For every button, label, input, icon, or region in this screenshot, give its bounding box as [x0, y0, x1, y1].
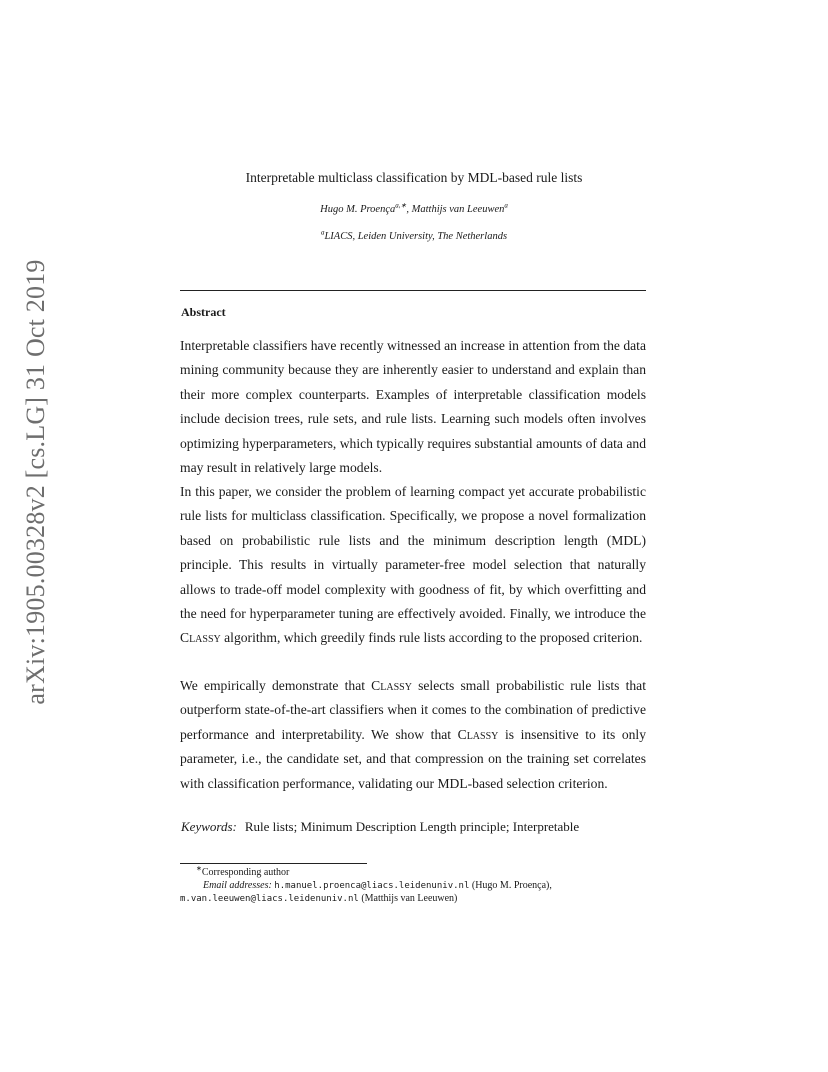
email-1-owner: (Hugo M. Proença),	[471, 880, 552, 891]
arxiv-identifier: arXiv:1905.00328v2 [cs.LG] 31 Oct 2019	[21, 259, 50, 705]
algorithm-name: Classy	[457, 726, 499, 742]
abstract-heading: Abstract	[181, 305, 226, 319]
keywords-text: Rule lists; Minimum Description Length principle; Interpretable	[244, 819, 580, 834]
author-name-1: Hugo M. Proença	[320, 204, 396, 215]
footnote-emails-line-1	[203, 880, 552, 891]
affiliation	[0, 228, 828, 242]
author-2-superscript: a	[504, 201, 508, 210]
author-1-superscript: a,∗	[395, 201, 407, 210]
email-link-2[interactable]: m.van.leeuwen@liacs.leidenuniv.nl	[180, 894, 359, 904]
p3-text-a: We empirically demonstrate that	[180, 678, 372, 693]
affiliation-text: LIACS, Leiden University, The Netherlands	[324, 231, 508, 242]
affiliation-superscript: a	[320, 228, 325, 237]
p2-text-b: algorithm, which greedily finds rule lists according to the proposed criterion.	[220, 630, 643, 646]
abstract-paragraph-1: Interpretable classifiers have recently witnessed an increase in attention from the data mining community because they are inherently easier to understand and explain than their more complex counterparts. Examples of interpretable classification models include decision trees, rule sets, and rule lists. Learning such models often involves optimizing hyperparameters, which typically requires substantial amounts of data and may result in relatively large models.	[180, 338, 646, 476]
footnote-mark: ∗	[196, 864, 202, 873]
p3-text-c: is insensitive to its only parameter, i.e., the candidate set, and that compression on the training set correlates with classification performance, validating our MDL-based selection criterion.	[180, 726, 647, 791]
footnote-emails-line-2	[180, 893, 457, 904]
keywords-label: Keywords:	[181, 819, 237, 834]
footnote-corresponding-text: Corresponding author	[201, 867, 290, 878]
author-name-2: , Matthijs van Leeuwen	[406, 204, 505, 215]
abstract-paragraph-2	[180, 480, 646, 651]
email-label: Email addresses:	[203, 880, 272, 891]
email-link-1[interactable]: h.manuel.proenca@liacs.leidenuniv.nl	[274, 881, 470, 891]
paper-title: Interpretable multiclass classification by MDL-based rule lists	[245, 170, 583, 185]
algorithm-name: Classy	[180, 630, 221, 646]
keywords-line	[181, 819, 579, 835]
algorithm-name: Classy	[371, 678, 412, 693]
footnote-corresponding	[196, 864, 290, 878]
author-line	[0, 201, 828, 215]
abstract-top-rule	[180, 290, 646, 291]
p2-text-a: In this paper, we consider the problem of learning compact yet accurate probabilistic rule lists for multiclass classification. Specifically, we propose a novel formalization based on probabilistic rule lists and the minimum description length (MDL) principle. This results in virtually parameter-free model selection that naturally allows to trade-off model complexity with goodness of fit, by which overfitting and the need for hyperparameter tuning are effectively avoided. Finally, we introduce the	[180, 484, 646, 622]
footnote-rule	[180, 863, 367, 864]
p3-text-b: selects small probabilistic rule lists that outperform state-of-the-art classifiers when it comes to the combination of predictive performance and interpretability. We show that	[180, 678, 646, 742]
email-2-owner: (Matthijs van Leeuwen)	[361, 893, 458, 904]
abstract-paragraph-3	[180, 674, 646, 796]
